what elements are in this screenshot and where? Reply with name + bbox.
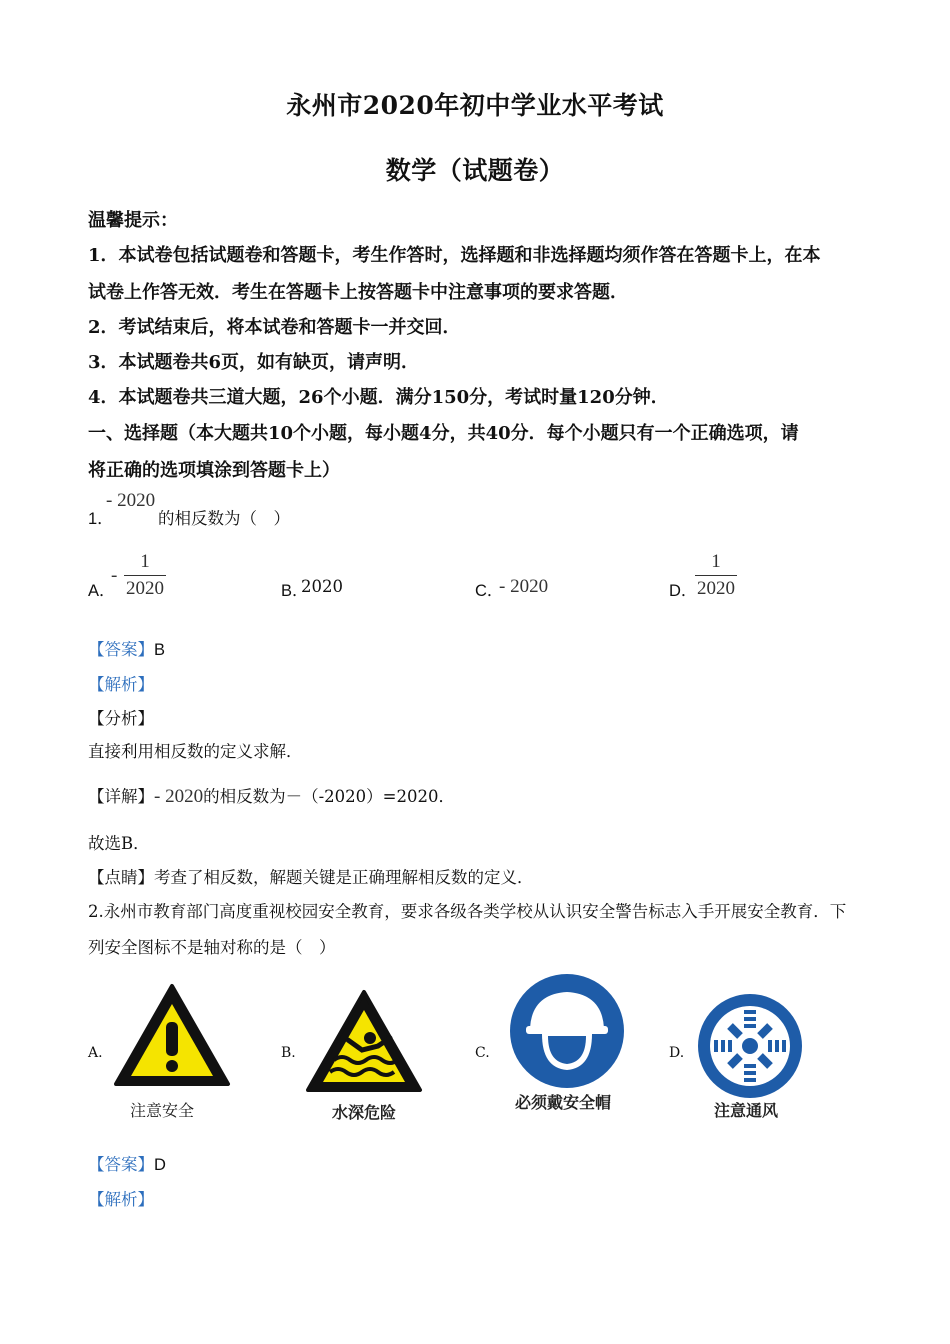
- q1-detail-text: 的相反数为－（-2020）=2020．: [203, 787, 455, 806]
- q1-detail-expression: - 2020: [154, 786, 204, 807]
- q2-stem: 2.永州市教育部门高度重视校园安全教育，要求各级各类学校从认识安全警告标志入手开展安全教育．下: [88, 902, 847, 921]
- notice-item-1-cont: 试卷上作答无效．考生在答题卡上按答题卡中注意事项的要求答题．: [88, 282, 628, 303]
- q1-comment-row: [88, 864, 534, 888]
- q2-option-b-label: B.: [281, 1045, 296, 1061]
- q1-option-d-fraction: [695, 551, 737, 600]
- q1-option-d-label: D．: [669, 582, 698, 600]
- q1-option-a-label: A．: [88, 582, 116, 600]
- q2-option-d-caption: 注意通风: [713, 1101, 778, 1120]
- q1-option-c-value: - 2020: [499, 576, 549, 597]
- q1-detail-row: [88, 783, 455, 808]
- q2-option-b-caption: 水深危险: [331, 1103, 396, 1122]
- notice-item-1: 1．本试卷包括试题卷和答题卡，考生作答时，选择题和非选择题均须作答在答题卡上，在本: [88, 245, 821, 266]
- q1-fenxi-text: 直接利用相反数的定义求解．: [88, 742, 303, 761]
- q2-option-a-caption: 注意安全: [129, 1101, 194, 1120]
- q1-answer-tag: 【答案】: [88, 640, 154, 659]
- q1-option-d-denominator: 2020: [697, 578, 735, 599]
- q2-option-c-label: C.: [475, 1045, 490, 1061]
- notice-item-3: 3．本试题卷共6页，如有缺页，请声明．: [88, 352, 420, 373]
- q1-answer-row: [88, 636, 165, 660]
- q1-comment-text: 考查了相反数，解题关键是正确理解相反数的定义．: [154, 868, 534, 887]
- q1-fenxi-tag: 【分析】: [88, 709, 154, 728]
- q1-detail-tag: 【详解】: [88, 787, 154, 806]
- q1-analysis-tag: 【解析】: [88, 675, 154, 694]
- exam-subtitle: 数学（试题卷）: [385, 156, 565, 185]
- q2-option-c-caption: 必须戴安全帽: [514, 1093, 611, 1112]
- q1-option-b-value: 2020: [301, 577, 343, 596]
- q1-option-a-fraction: [124, 551, 166, 600]
- notice-item-4: 4．本试题卷共三道大题，26个小题．满分150分，考试时量120分钟．: [88, 387, 669, 408]
- safety-helmet-icon: [508, 972, 626, 1090]
- ventilation-icon: [696, 992, 804, 1100]
- q2-answer-row: [88, 1151, 166, 1175]
- q1-option-a-denominator: 2020: [126, 578, 164, 599]
- section-heading-cont: 将正确的选项填涂到答题卡上）: [88, 460, 340, 481]
- q2-analysis-tag: 【解析】: [88, 1190, 154, 1209]
- exam-title: 永州市2020年初中学业水平考试: [286, 91, 664, 120]
- section-heading: 一、选择题（本大题共10个小题，每小题4分，共40分．每个小题只有一个正确选项，请: [88, 423, 799, 444]
- q2-option-a-label: A.: [88, 1045, 103, 1061]
- q1-expression: - 2020: [106, 490, 156, 511]
- q1-choose: 故选B．: [88, 834, 150, 853]
- q1-comment-tag: 【点睛】: [88, 868, 154, 887]
- q1-answer-value: B: [154, 641, 166, 659]
- notice-heading: 温馨提示：: [88, 210, 178, 231]
- deep-water-danger-icon: [304, 988, 424, 1096]
- q1-stem: 的相反数为（ ）: [158, 509, 290, 528]
- q1-option-a-numerator: 1: [140, 551, 150, 572]
- warning-exclamation-icon: [112, 982, 232, 1090]
- q2-stem-cont: 列安全图标不是轴对称的是（ ）: [88, 938, 336, 957]
- q2-option-d-label: D.: [669, 1045, 685, 1061]
- q1-number: 1．: [88, 510, 114, 528]
- q1-option-d-numerator: 1: [711, 551, 721, 572]
- q2-answer-tag: 【答案】: [88, 1155, 154, 1174]
- q1-option-c-label: C．: [475, 582, 504, 600]
- q2-answer-value: D: [154, 1156, 166, 1174]
- notice-item-2: 2．考试结束后，将本试卷和答题卡一并交回．: [88, 317, 461, 338]
- q1-option-a-sign: -: [111, 565, 118, 586]
- q1-option-b-label: B．: [281, 582, 309, 600]
